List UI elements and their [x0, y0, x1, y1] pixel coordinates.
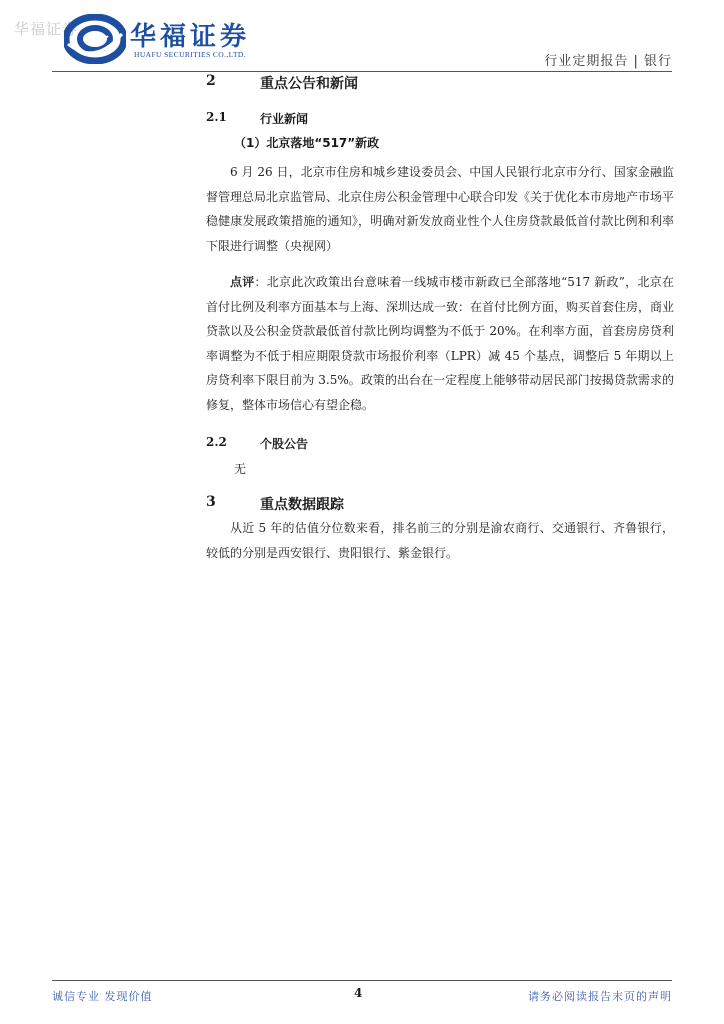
footer-divider [52, 980, 672, 981]
comment-text: ：北京此次政策出台意味着一线城市楼市新政已全部落地“517 新政”，北京在首付比例及利率方面基本与上海、深圳达成一致：在首付比例方面，购买首套住房，商业贷款以及公积金贷款最低首付款比例均调整为不低于 20%。在利率方面，首套房房贷利率调整为不低于相应期限贷款市场报价利率（LPR）减 45 个基点，调整后 5 年期以上房贷利率下限目前为 3.5%。政策的出台在一定程度上能够带动居民部门按揭贷款需求的修复，整体市场信心有望企稳。 [206, 275, 675, 412]
huafu-swirl-logo-icon [64, 14, 126, 64]
footer-slogan: 诚信专业 发现价值 [52, 990, 153, 1003]
news-paragraph: 6 月 26 日，北京市住房和城乡建设委员会、中国人民银行北京市分行、国家金融监督管理总局北京监管局、北京住房公积金管理中心联合印发《关于优化本市房地产市场平稳健康发展政策措施的通知》，明确对新发放商业性个人住房贷款最低首付款比例和利率下限进行调整（央视网） [206, 165, 675, 253]
brand-name-cn: 华福证券 [130, 22, 251, 52]
brand-logo [64, 14, 274, 66]
comment-paragraph [206, 270, 674, 417]
brand-name-en: HUAFU SECURITIES CO.,LTD. [134, 50, 247, 59]
watermark-text: 华福证券 [14, 20, 79, 38]
subsection-number: 2.2 [206, 435, 227, 449]
data-tracking-paragraph: 从近 5 年的估值分位数来看，排名前三的分别是渝农商行、交通银行、齐鲁银行，较低的分别是西安银行、贵阳银行、紫金银行。 [206, 521, 674, 560]
section-number: 3 [206, 494, 216, 510]
page-number: 4 [354, 986, 363, 1000]
subsection-title: 行业新闻 [260, 112, 309, 126]
news-item-title: （1）北京落地“517”新政 [234, 136, 380, 150]
subsection-number: 2.1 [206, 110, 227, 124]
section-number: 2 [206, 73, 216, 89]
comment-label: 点评 [230, 275, 255, 289]
section-title: 重点数据跟踪 [260, 497, 344, 513]
section-title: 重点公告和新闻 [260, 76, 358, 92]
footer-disclaimer: 请务必阅读报告末页的声明 [528, 990, 672, 1003]
header-divider [52, 71, 672, 72]
subsection-title: 个股公告 [260, 437, 309, 451]
report-type: 行业定期报告 | 银行 [544, 54, 672, 69]
announcement-content: 无 [234, 462, 247, 476]
